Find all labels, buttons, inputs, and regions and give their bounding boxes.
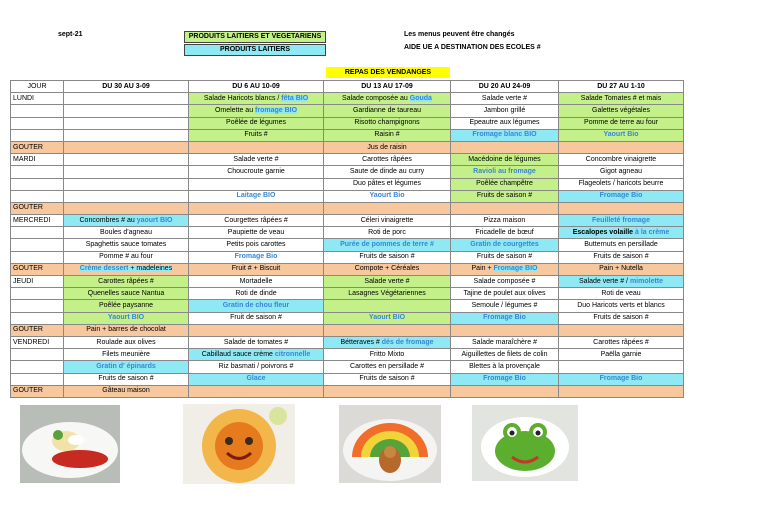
menu-cell	[64, 215, 189, 227]
column-header: DU 27 AU 1-10	[559, 81, 684, 93]
menu-cell	[189, 93, 324, 105]
gouter-row	[11, 263, 684, 275]
menu-cell: Risotto champignons	[324, 117, 451, 129]
menu-cell: Laitage BIO	[189, 190, 324, 202]
day-cell: MERCREDI	[11, 215, 64, 227]
cell-highlight-text: dés de fromage	[381, 338, 434, 346]
day-cell	[11, 361, 64, 373]
menu-cell	[64, 105, 189, 117]
menu-cell	[559, 202, 684, 214]
menu-cell	[64, 166, 189, 178]
table-row	[11, 361, 684, 373]
menu-cell: Pomme de terre au four	[559, 117, 684, 129]
menu-cell	[324, 202, 451, 214]
menu-cell: Fruits de saison #	[324, 373, 451, 385]
menu-cell: Paupiette de veau	[189, 227, 324, 239]
menu-cell: Flageolets / haricots beurre	[559, 178, 684, 190]
menu-cell: Duo pâtes et légumes	[324, 178, 451, 190]
cell-text: Salade verte # /	[578, 277, 630, 285]
menu-cell: Macédoine de légumes	[451, 154, 559, 166]
day-cell	[11, 300, 64, 312]
vendanges-label: REPAS DES VENDANGES	[326, 67, 450, 78]
menu-cell	[64, 263, 189, 275]
gouter-row	[11, 202, 684, 214]
column-header: DU 20 AU 24-09	[451, 81, 559, 93]
menu-cell: Salade verte #	[324, 276, 451, 288]
menu-cell: Poêlée paysanne	[64, 300, 189, 312]
column-header: JOUR	[11, 81, 64, 93]
menu-cell: Salade de tomates #	[189, 336, 324, 348]
menu-cell: Paëlla garnie	[559, 349, 684, 361]
menu-cell: Roti de porc	[324, 227, 451, 239]
gouter-row	[11, 324, 684, 336]
cell-highlight-text: citronnelle	[274, 350, 311, 358]
cell-text: Salade Haricots blancs /	[203, 94, 282, 102]
table-row	[11, 93, 684, 105]
frog-plate-image	[472, 405, 578, 481]
menu-cell: Yaourt Bio	[559, 129, 684, 141]
menu-cell: Gratin de chou fleur	[189, 300, 324, 312]
menu-cell: Raisin #	[324, 129, 451, 141]
cell-text: Cabillaud sauce crème	[201, 350, 275, 358]
menu-cell: Fruits #	[189, 129, 324, 141]
menu-cell	[189, 141, 324, 153]
menu-cell: Pizza maison	[451, 215, 559, 227]
table-row	[11, 227, 684, 239]
dessert-plate-image	[20, 405, 120, 483]
menu-cell: Fromage Bio	[189, 251, 324, 263]
menu-cell	[559, 385, 684, 397]
table-row	[11, 349, 684, 361]
day-cell: LUNDI	[11, 93, 64, 105]
smiley-plate-image	[183, 404, 295, 484]
menu-cell: Pain + Nutella	[559, 263, 684, 275]
cell-text: Bétteraves #	[340, 338, 382, 346]
menu-cell	[451, 141, 559, 153]
photo-smiley	[183, 404, 295, 484]
day-cell	[11, 129, 64, 141]
gouter-row	[11, 385, 684, 397]
menu-cell: Spaghettis sauce tomates	[64, 239, 189, 251]
cell-text: Omelette au	[214, 106, 256, 114]
menu-cell: Mortadelle	[189, 276, 324, 288]
menu-cell	[324, 93, 451, 105]
table-row	[11, 276, 684, 288]
menu-cell: Fricadelle de bœuf	[451, 227, 559, 239]
menu-cell	[324, 324, 451, 336]
menu-cell: Compote + Céréales	[324, 263, 451, 275]
menu-cell	[189, 385, 324, 397]
menu-cell: Fruits de saison #	[559, 251, 684, 263]
photo-frog	[472, 405, 578, 481]
day-cell: GOUTER	[11, 324, 64, 336]
cell-highlight-text: mimolette	[629, 277, 664, 285]
menu-cell: Pain + barres de chocolat	[64, 324, 189, 336]
menu-cell: Gratin de courgettes	[451, 239, 559, 251]
day-cell: GOUTER	[11, 385, 64, 397]
menu-cell	[64, 117, 189, 129]
table-row	[11, 312, 684, 324]
menu-cell: Fromage Bio	[451, 312, 559, 324]
menu-cell: Salade composée #	[451, 276, 559, 288]
column-header: DU 13 AU 17-09	[324, 81, 451, 93]
menu-cell: Filets meunière	[64, 349, 189, 361]
menu-cell: Aiguillettes de filets de colin	[451, 349, 559, 361]
menu-cell: Riz basmati / poivrons #	[189, 361, 324, 373]
menu-cell: Carottes râpées	[324, 154, 451, 166]
day-cell	[11, 312, 64, 324]
menu-cell	[559, 276, 684, 288]
table-row	[11, 336, 684, 348]
menu-cell: Pomme # au four	[64, 251, 189, 263]
menu-cell: Carottes râpées #	[559, 336, 684, 348]
table-row	[11, 288, 684, 300]
menu-cell: Petits pois carottes	[189, 239, 324, 251]
cell-highlight-text: Fromage BIO	[493, 265, 538, 273]
cell-text: Pain +	[471, 265, 494, 273]
cell-highlight-text: fromage BIO	[255, 106, 298, 114]
menu-cell: Boules d'agneau	[64, 227, 189, 239]
menu-cell	[189, 349, 324, 361]
menu-cell	[64, 178, 189, 190]
menu-cell: Jus de raisin	[324, 141, 451, 153]
day-cell	[11, 251, 64, 263]
photo-dessert	[20, 405, 120, 483]
day-cell	[11, 105, 64, 117]
table-row	[11, 373, 684, 385]
menu-cell	[559, 227, 684, 239]
menu-cell	[559, 141, 684, 153]
table-row	[11, 166, 684, 178]
day-cell: MARDI	[11, 154, 64, 166]
menu-cell: Salade verte #	[189, 154, 324, 166]
menu-cell: Roulade aux olives	[64, 336, 189, 348]
day-cell: JEUDI	[11, 276, 64, 288]
menu-cell: Gardianne de taureau	[324, 105, 451, 117]
cell-text: Salade composée au	[342, 94, 410, 102]
table-row	[11, 129, 684, 141]
menu-cell: Gratin d' épinards	[64, 361, 189, 373]
menu-cell: Fruit # + Biscuit	[189, 263, 324, 275]
table-header-row	[11, 81, 684, 93]
menu-cell: Céleri vinaigrette	[324, 215, 451, 227]
day-cell	[11, 178, 64, 190]
day-cell	[11, 239, 64, 251]
menu-cell: Fruits de saison #	[451, 251, 559, 263]
table-row	[11, 178, 684, 190]
menu-cell	[559, 324, 684, 336]
table-row	[11, 190, 684, 202]
table-row	[11, 251, 684, 263]
menu-cell: Roti de veau	[559, 288, 684, 300]
gouter-row	[11, 141, 684, 153]
table-row	[11, 105, 684, 117]
cell-highlight-text: + madeleines	[128, 265, 173, 273]
day-cell	[11, 288, 64, 300]
menu-cell: Saute de dinde au curry	[324, 166, 451, 178]
table-row	[11, 239, 684, 251]
menu-cell: Courgettes râpées #	[189, 215, 324, 227]
table-row	[11, 215, 684, 227]
column-header: DU 30 AU 3-09	[64, 81, 189, 93]
menu-cell: Tajine de poulet aux olives	[451, 288, 559, 300]
menu-cell: Purée de pommes de terre #	[324, 239, 451, 251]
menu-cell: Ravioli au fromage	[451, 166, 559, 178]
menu-cell: Poêlée de légumes	[189, 117, 324, 129]
menu-cell: Fruits de saison #	[559, 312, 684, 324]
menu-cell: Salade maraîchère #	[451, 336, 559, 348]
menu-cell: Salade Tomates # et mais	[559, 93, 684, 105]
table-row	[11, 300, 684, 312]
cell-text: Crème dessert	[79, 265, 129, 273]
note-menus: Les menus peuvent être changés	[404, 31, 515, 38]
menu-cell: Carottes râpées #	[64, 276, 189, 288]
turkey-plate-image	[339, 405, 441, 483]
menu-cell: Choucroute garnie	[189, 166, 324, 178]
legend-veg: PRODUITS LAITIERS ET VEGETARIENS	[184, 31, 326, 43]
date-label: sept-21	[58, 31, 83, 38]
day-cell: GOUTER	[11, 202, 64, 214]
legend-dairy: PRODUITS LAITIERS	[184, 44, 326, 56]
menu-cell	[451, 263, 559, 275]
menu-cell	[559, 361, 684, 373]
menu-cell	[189, 324, 324, 336]
menu-cell: Quenelles sauce Nantua	[64, 288, 189, 300]
menu-cell: Poêlée champêtre	[451, 178, 559, 190]
menu-cell	[64, 93, 189, 105]
menu-cell: Epeautre aux légumes	[451, 117, 559, 129]
cell-highlight-text: fêta BIO	[281, 94, 309, 102]
menu-cell: Semoule / légumes #	[451, 300, 559, 312]
menu-cell	[324, 385, 451, 397]
menu-cell	[451, 324, 559, 336]
table-row	[11, 117, 684, 129]
day-cell: GOUTER	[11, 263, 64, 275]
menu-cell: Fromage blanc BIO	[451, 129, 559, 141]
menu-cell: Duo Haricots verts et blancs	[559, 300, 684, 312]
table-row	[11, 154, 684, 166]
day-cell	[11, 349, 64, 361]
day-cell	[11, 227, 64, 239]
day-cell	[11, 117, 64, 129]
day-cell: VENDREDI	[11, 336, 64, 348]
menu-cell: Concombre vinaigrette	[559, 154, 684, 166]
day-cell: GOUTER	[11, 141, 64, 153]
photo-turkey	[339, 405, 441, 483]
menu-cell: Fromage Bio	[559, 373, 684, 385]
menu-cell: Fritto Mixto	[324, 349, 451, 361]
menu-cell	[189, 202, 324, 214]
menu-cell	[451, 385, 559, 397]
menu-cell: Lasagnes Végétariennes	[324, 288, 451, 300]
menu-cell: Fromage Bio	[451, 373, 559, 385]
menu-cell: Jambon grillé	[451, 105, 559, 117]
menu-cell	[324, 300, 451, 312]
cell-highlight-text: à la crème	[635, 228, 670, 236]
menu-cell	[451, 202, 559, 214]
menu-cell: Glace	[189, 373, 324, 385]
menu-cell	[64, 154, 189, 166]
menu-cell: Fromage Bio	[559, 190, 684, 202]
column-header: DU 6 AU 10-09	[189, 81, 324, 93]
menu-cell: Fruits de saison #	[324, 251, 451, 263]
menu-cell: Gâteau maison	[64, 385, 189, 397]
menu-cell: Yaourt BIO	[64, 312, 189, 324]
day-cell	[11, 373, 64, 385]
menu-cell: Yaourt Bio	[324, 190, 451, 202]
menu-cell: Yaourt BIO	[324, 312, 451, 324]
menu-cell	[324, 336, 451, 348]
menu-cell: Fruits de saison #	[64, 373, 189, 385]
menu-cell: Blettes à la provençale	[451, 361, 559, 373]
menu-cell: Roti de dinde	[189, 288, 324, 300]
menu-cell: Carottes en persillade #	[324, 361, 451, 373]
menu-cell	[189, 178, 324, 190]
note-aide-ue: AIDE UE A DESTINATION DES ECOLES #	[404, 44, 541, 51]
menu-table	[10, 80, 684, 398]
cell-text: Escalopes volaille	[572, 228, 635, 236]
menu-cell: Gigot agneau	[559, 166, 684, 178]
day-cell	[11, 166, 64, 178]
cell-highlight-text: yaourt BIO	[136, 216, 173, 224]
day-cell	[11, 190, 64, 202]
menu-cell: Galettes végétales	[559, 105, 684, 117]
menu-cell	[64, 190, 189, 202]
menu-cell: Feuilleté fromage	[559, 215, 684, 227]
menu-cell: Salade verte #	[451, 93, 559, 105]
menu-cell: Fruit de saison #	[189, 312, 324, 324]
cell-highlight-text: Gouda	[409, 94, 432, 102]
cell-text: Concombres # au	[79, 216, 137, 224]
menu-cell	[189, 105, 324, 117]
menu-cell: Fruits de saison #	[451, 190, 559, 202]
menu-cell	[64, 202, 189, 214]
menu-cell	[64, 141, 189, 153]
menu-cell: Butternuts en persillade	[559, 239, 684, 251]
menu-cell	[64, 129, 189, 141]
